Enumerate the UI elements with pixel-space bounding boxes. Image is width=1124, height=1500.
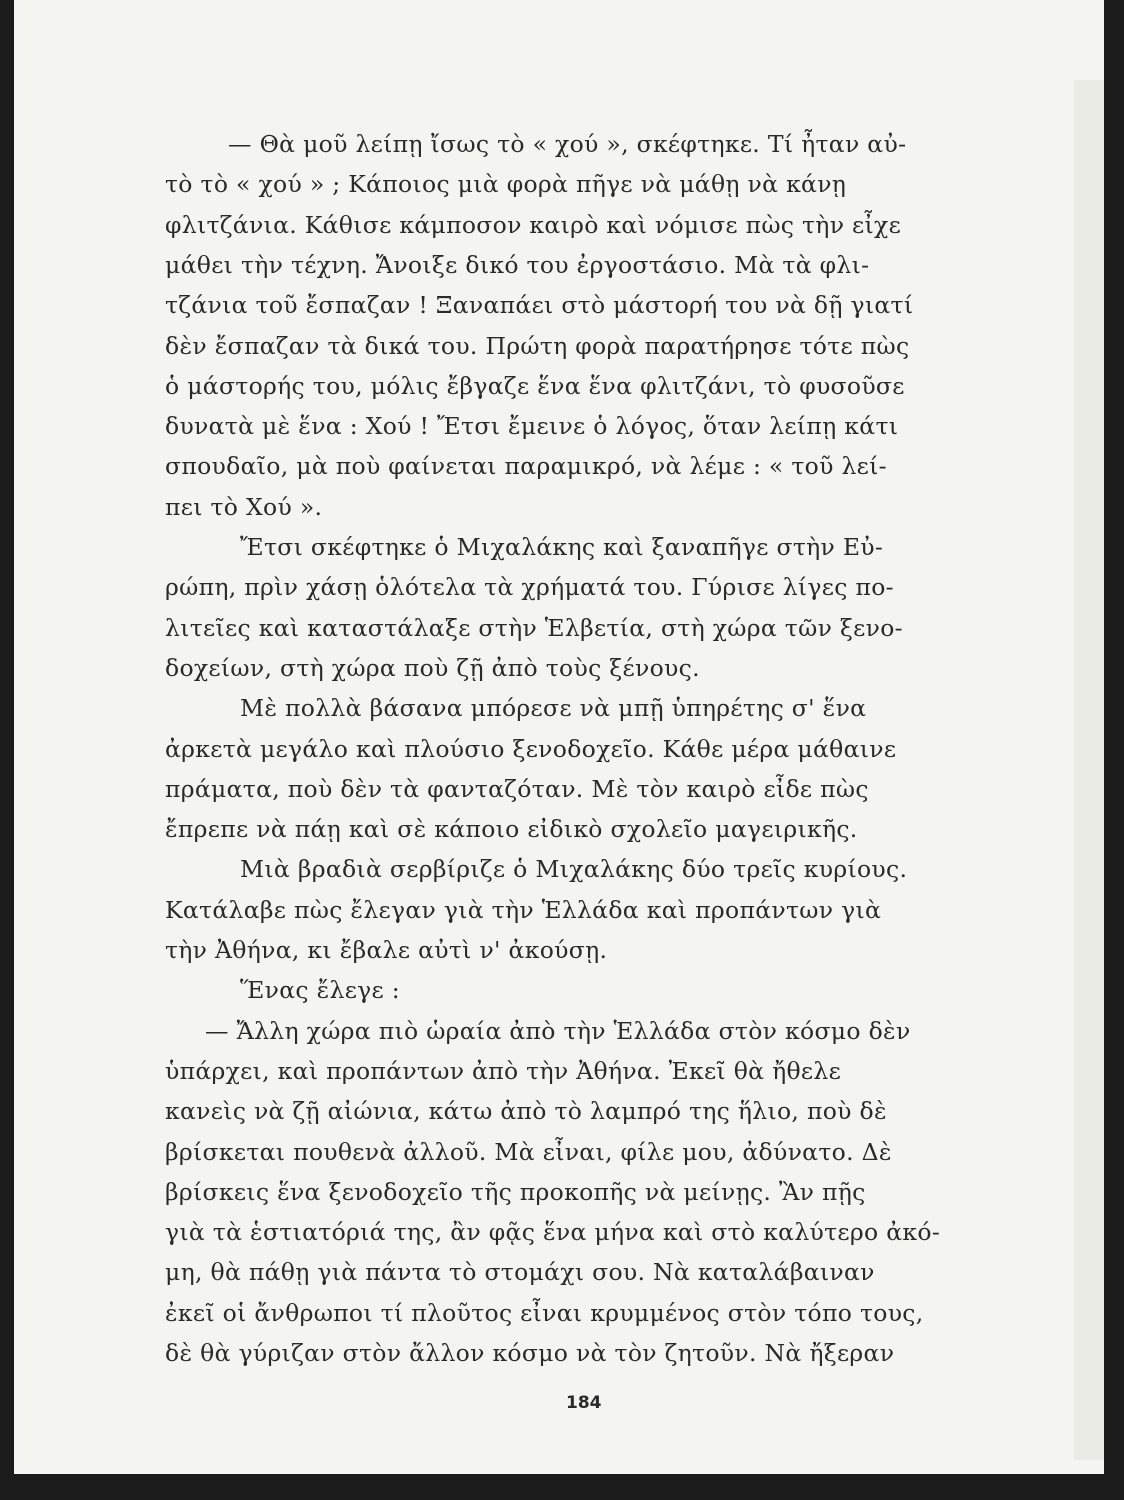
text-line: μάθει τὴν τέχνη. Ἄνοιξε δικό του ἐργοστάσιο. Μὰ τὰ φλι-	[165, 250, 870, 279]
text-line: — Θὰ μοῦ λείπῃ ἴσως τὸ « χού », σκέφτηκε. Τί ἦταν αὐ-	[228, 130, 907, 158]
text-line: ὁ μάστορής του, μόλις ἔβγαζε ἕνα ἕνα φλιτζάνι, τὸ φυσοῦσε	[165, 371, 905, 400]
text-line: μη, θὰ πάθῃ γιὰ πάντα τὸ στομάχι σου. Νὰ καταλάβαιναν	[165, 1258, 875, 1287]
text-line: δὲ θὰ γύριζαν στὸν ἄλλον κόσμο νὰ τὸν ζητοῦν. Νὰ ἤξεραν	[165, 1339, 895, 1367]
text-line: βρίσκεται πουθενὰ ἀλλοῦ. Μὰ εἶναι, φίλε μου, ἀδύνατο. Δὲ	[165, 1137, 892, 1166]
text-line: λιτεῖες καὶ καταστάλαξε στὴν Ἑλβετία, στὴ χώρα τῶν ξενο-	[165, 613, 903, 642]
text-line: Ἕνας ἔλεγε :	[240, 976, 400, 1005]
text-line: ἀρκετὰ μεγάλο καὶ πλούσιο ξενοδοχεῖο. Κάθε μέρα μάθαινε	[165, 734, 897, 763]
text-line: γιὰ τὰ ἑστιατόριά της, ἂν φᾷς ἕνα μήνα καὶ στὸ καλύτερο ἀκό-	[165, 1218, 941, 1247]
text-line: κανεὶς νὰ ζῇ αἰώνια, κάτω ἀπὸ τὸ λαμπρό της ἥλιο, ποὺ δὲ	[165, 1097, 887, 1126]
text-line: Ἔτσι σκέφτηκε ὁ Μιχαλάκης καὶ ξαναπῆγε στὴν Εὐ-	[240, 533, 884, 561]
text-line: Μιὰ βραδιὰ σερβίριζε ὁ Μιχαλάκης δύο τρεῖς κυρίους.	[240, 855, 908, 884]
text-line: δυνατὰ μὲ ἕνα : Χού ! Ἔτσι ἔμεινε ὁ λόγος, ὅταν λείπῃ κάτι	[165, 412, 899, 441]
text-line: πράματα, ποὺ δὲν τὰ φανταζόταν. Μὲ τὸν καιρὸ εἶδε πὼς	[165, 774, 869, 803]
text-line: ἐκεῖ οἱ ἄνθρωποι τί πλοῦτος εἶναι κρυμμένος στὸν τόπο τους,	[165, 1298, 924, 1327]
text-line: — Ἄλλη χώρα πιὸ ὡραία ἀπὸ τὴν Ἑλλάδα στὸν κόσμο δὲν	[205, 1016, 911, 1045]
text-line: ὑπάρχει, καὶ προπάντων ἀπὸ τὴν Ἀθήνα. Ἐκεῖ θὰ ἤθελε	[165, 1056, 842, 1085]
text-line: βρίσκεις ἕνα ξενοδοχεῖο τῆς προκοπῆς νὰ μείνῃς. Ἂν πῇς	[165, 1177, 866, 1206]
text-line: τὴν Ἀθήνα, κι ἔβαλε αὐτὶ ν' ἀκούσῃ.	[165, 936, 608, 964]
text-line: Κατάλαβε πὼς ἔλεγαν γιὰ τὴν Ἑλλάδα καὶ προπάντων γιὰ	[165, 895, 882, 924]
page-number: 184	[566, 1393, 602, 1413]
text-line: φλιτζάνια. Κάθισε κάμποσον καιρὸ καὶ νόμισε πὼς τὴν εἶχε	[165, 210, 902, 239]
text-line: ρώπη, πρὶν χάσῃ ὁλότελα τὰ χρήματά του. Γύρισε λίγες πο-	[165, 573, 894, 602]
text-line: δοχείων, στὴ χώρα ποὺ ζῇ ἀπὸ τοὺς ξένους.	[165, 653, 700, 682]
text-line: πει τὸ Χού ».	[165, 492, 323, 521]
text-line: ἔπρεπε νὰ πάῃ καὶ σὲ κάποιο εἰδικὸ σχολεῖο μαγειρικῆς.	[165, 815, 858, 844]
text-line: Μὲ πολλὰ βάσανα μπόρεσε νὰ μπῇ ὑπηρέτης σ' ἕνα	[240, 694, 867, 723]
text-line: τζάνια τοῦ ἔσπαζαν ! Ξαναπάει στὸ μάστορή του νὰ δῇ γιατί	[165, 291, 914, 320]
text-line: τὸ τὸ « χού » ; Κάποιος μιὰ φορὰ πῆγε νὰ μάθῃ νὰ κάνῃ	[165, 170, 847, 199]
text-line: δὲν ἔσπαζαν τὰ δικά του. Πρώτη φορὰ παρατήρησε τότε πὼς	[165, 331, 910, 360]
text-line: σπουδαῖο, μὰ ποὺ φαίνεται παραμικρό, νὰ λέμε : « τοῦ λεί-	[165, 452, 887, 481]
page-edge-shadow	[1074, 80, 1104, 1460]
